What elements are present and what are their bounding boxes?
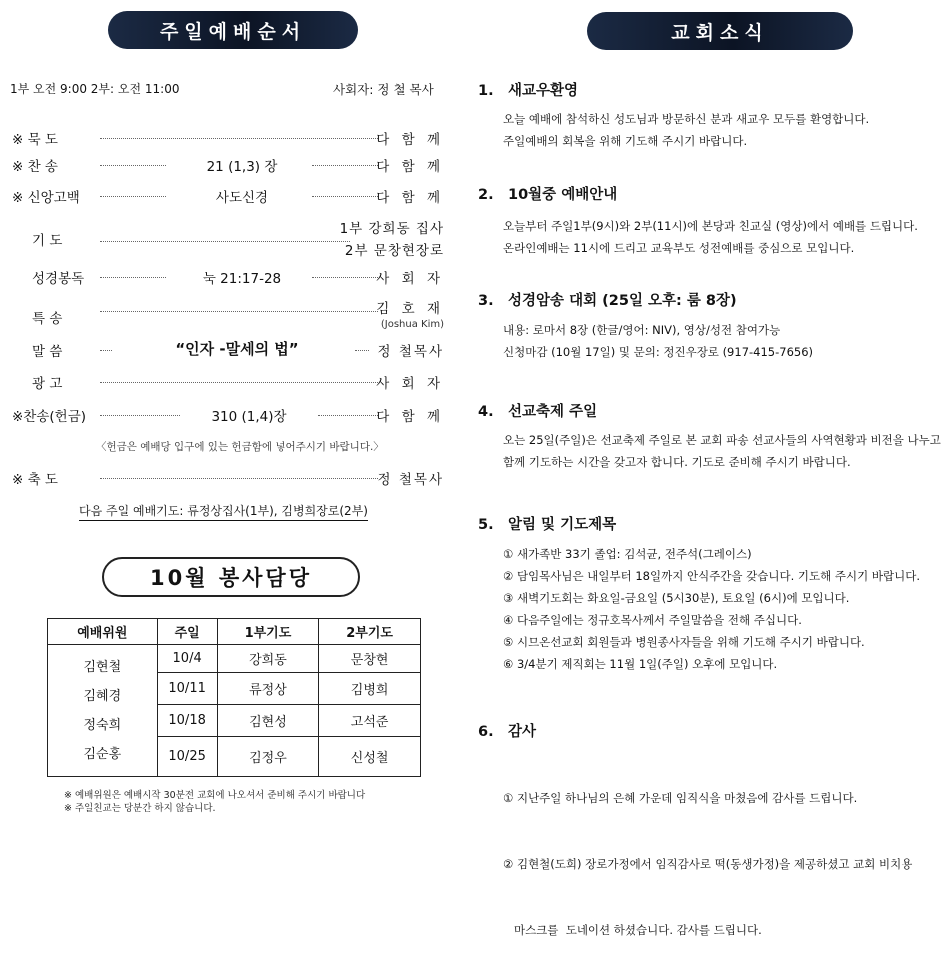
service-item-leader: 김 호 재 [376,301,444,317]
duty-second-prayer: 신성철 [319,737,421,777]
service-item-prayer [12,217,444,259]
service-item-label: ※ 묵 도 [12,132,58,148]
dotted-leader [312,165,378,166]
duty-second-prayer: 김병희 [319,673,421,705]
dotted-leader [100,350,112,351]
service-item-leader: 정 철목사 [377,472,444,488]
dotted-leader [100,241,350,242]
news-heading-prayer-requests [478,513,616,534]
service-item-label: 말 씀 [32,344,63,360]
dotted-leader [100,415,180,416]
service-item-label: ※찬송(헌금) [12,409,87,425]
table-header-row [48,619,421,645]
church-news-title: 교회소식 [587,12,853,50]
news-line: ⑥ 3/4분기 제직회는 11월 1일(주일) 오후에 모입니다. [503,657,778,671]
service-item-leader: 다 함 께 [376,132,444,148]
news-number: 1. [478,83,494,99]
duty-second-prayer: 고석준 [319,705,421,737]
news-line: ② 김현철(도희) 장로가정에서 임직감사로 떡(동생가정)을 제공하셨고 교회 비치용 [503,857,913,871]
news-title: 선교축제 주일 [508,404,598,420]
dotted-leader [100,277,166,278]
service-item-label: ※ 축 도 [12,472,58,488]
service-item-leader-second: 2부 문창현장로 [344,243,444,259]
duty-first-prayer: 김정우 [217,737,319,777]
dotted-leader [312,277,378,278]
news-line: 오늘 예배에 참석하신 성도님과 방문하신 분과 새교우 모두를 환영합니다. [503,112,870,126]
duty-table [47,618,421,777]
news-line: 오는 25일(주일)은 선교축제 주일로 본 교회 파송 선교사들의 사역현황과 비전을 나누고 [503,433,941,447]
footnote-fellowship: ※ 주일친교는 당분간 하지 않습니다. [64,803,216,814]
news-heading-welcome [478,79,578,100]
dotted-leader [318,415,378,416]
duty-member: 정숙희 [83,717,122,733]
service-item-leader: 다 함 께 [376,159,444,175]
column-header: 주일 [157,619,217,645]
dotted-leader [100,138,378,139]
news-line: ④ 다음주일에는 정규호목사께서 주일말씀을 전해 주십니다. [503,613,802,627]
dotted-leader [355,350,369,351]
news-line: ⑤ 시므온선교회 회원들과 병원종사자들을 위해 기도해 주시기 바랍니다. [503,635,865,649]
duty-first-prayer: 김현성 [217,705,319,737]
dotted-leader [100,382,378,383]
service-item-detail: 21 (1,3) 장 [206,159,278,175]
service-item-detail: 310 (1,4)장 [211,409,287,425]
news-title: 새교우환영 [508,83,579,99]
news-number: 5. [478,517,494,533]
duty-second-prayer: 문창현 [319,645,421,673]
service-times: 1부 오전 9:00 2부: 오전 11:00 [10,82,180,96]
news-number: 6. [478,724,494,740]
dotted-leader [100,311,378,312]
service-item-label: 특 송 [32,311,63,327]
service-item-leader: 정 철목사 [377,344,444,360]
news-body-bible-recitation [503,319,813,363]
presider: 사회자: 정 철 목사 [333,82,434,97]
dotted-leader [312,196,378,197]
duty-title: 10월 봉사담당 [102,557,360,597]
footnote-duty: ※ 예배위원은 예배시작 30분전 교회에 나오셔서 준비해 주시기 바랍니다 [64,790,366,801]
order-of-service-title: 주일예배순서 [108,11,358,49]
service-item-benediction [12,468,444,488]
service-item-silent-prayer [12,128,444,148]
service-item-label: 광 고 [32,376,63,392]
column-header: 예배위원 [48,619,158,645]
news-line: 온라인예배는 11시에 드리고 교육부도 성전예배를 중심으로 모입니다. [503,241,855,255]
service-item-offering-hymn [12,405,444,425]
duty-date: 10/18 [157,705,217,737]
service-item-leader: 다 함 께 [376,409,444,425]
news-line: 오늘부터 주일1부(9시)와 2부(11시)에 본당과 친교실 (영상)에서 예배를 드립니다. [503,219,918,233]
news-number: 3. [478,293,494,309]
news-line: ① 새가족반 33기 졸업: 김석균, 전주석(그레이스) [503,547,752,561]
news-title: 10월중 예배안내 [508,187,618,203]
service-item-scripture [12,267,444,287]
column-header: 1부기도 [217,619,319,645]
news-number: 2. [478,187,494,203]
news-title: 감사 [508,724,537,740]
news-body-mission-sunday [503,429,941,473]
duty-first-prayer: 류정상 [217,673,319,705]
sermon-title: “인자 -말세의 법” [175,340,299,358]
duty-date: 10/11 [157,673,217,705]
duty-date: 10/25 [157,737,217,777]
news-line: 신청마감 (10월 17일) 및 문의: 정진우장로 (917-415-7656) [503,345,814,359]
service-item-detail: 사도신경 [215,190,269,206]
service-item-leader-first: 1부 강희동 집사 [339,221,444,237]
news-line: 함께 기도하는 시간을 갖고자 합니다. 기도로 준비해 주시기 바랍니다. [503,455,851,469]
news-heading-thanks [478,720,536,741]
duty-member: 김혜경 [83,688,122,704]
service-item-leader: 사 회 자 [376,376,444,392]
news-title: 알림 및 기도제목 [508,517,617,533]
service-item-leader-english: (Joshua Kim) [380,319,444,330]
news-line: 마스크를 도네이션 하셨습니다. 감사를 드립니다. [503,923,762,937]
news-heading-bible-recitation [478,289,737,310]
news-title: 성경암송 대회 (25일 오후: 룸 8장) [508,293,737,309]
service-item-label: 성경봉독 [32,271,85,287]
news-line: 주일예배의 회복을 위해 기도해 주시기 바랍니다. [503,134,748,148]
offering-note: 〈헌금은 예배당 입구에 있는 헌금함에 넣어주시기 바랍니다.〉 [96,441,384,453]
service-item-creed [12,186,444,206]
dotted-leader [100,165,166,166]
service-item-leader: 사 회 자 [376,271,444,287]
table-row [48,645,421,673]
service-item-announcements [12,372,444,392]
service-item-leader: 다 함 께 [376,190,444,206]
service-item-sermon [12,340,444,360]
next-week-prayer: 다음 주일 예배기도: 류정상집사(1부), 김병희장로(2부) [79,502,368,521]
column-header: 2부기도 [319,619,421,645]
service-item-label: ※ 찬 송 [12,159,58,175]
news-line: ③ 새벽기도회는 화요일-금요일 (5시30분), 토요일 (6시)에 모입니다. [503,591,850,605]
news-body-october-worship [503,215,918,259]
news-heading-october-worship [478,183,617,204]
news-body-prayer-requests [503,543,920,675]
service-item-label: 기 도 [32,233,63,249]
duty-date: 10/4 [157,645,217,673]
dotted-leader [100,478,378,479]
service-item-special-song [12,297,444,333]
news-body-welcome [503,108,869,152]
news-line: 내용: 로마서 8장 (한글/영어: NIV), 영상/성전 참여가능 [503,323,781,337]
duty-members-cell [48,645,158,777]
service-item-detail: 눅 21:17-28 [202,271,282,287]
news-heading-mission-sunday [478,400,597,421]
news-line: ① 지난주일 하나님의 은혜 가운데 임직식을 마쳤음에 감사를 드립니다. [503,791,858,805]
service-item-label: ※ 신앙고백 [12,190,80,206]
dotted-leader [100,196,166,197]
duty-member: 김순홍 [83,746,122,762]
news-body-thanks [503,743,912,963]
news-line: ② 담임목사님은 내일부터 18일까지 안식주간을 갖습니다. 기도해 주시기 바랍니다. [503,569,920,583]
duty-first-prayer: 강희동 [217,645,319,673]
duty-member: 김현철 [83,659,122,675]
news-number: 4. [478,404,494,420]
service-item-hymn [12,155,444,175]
